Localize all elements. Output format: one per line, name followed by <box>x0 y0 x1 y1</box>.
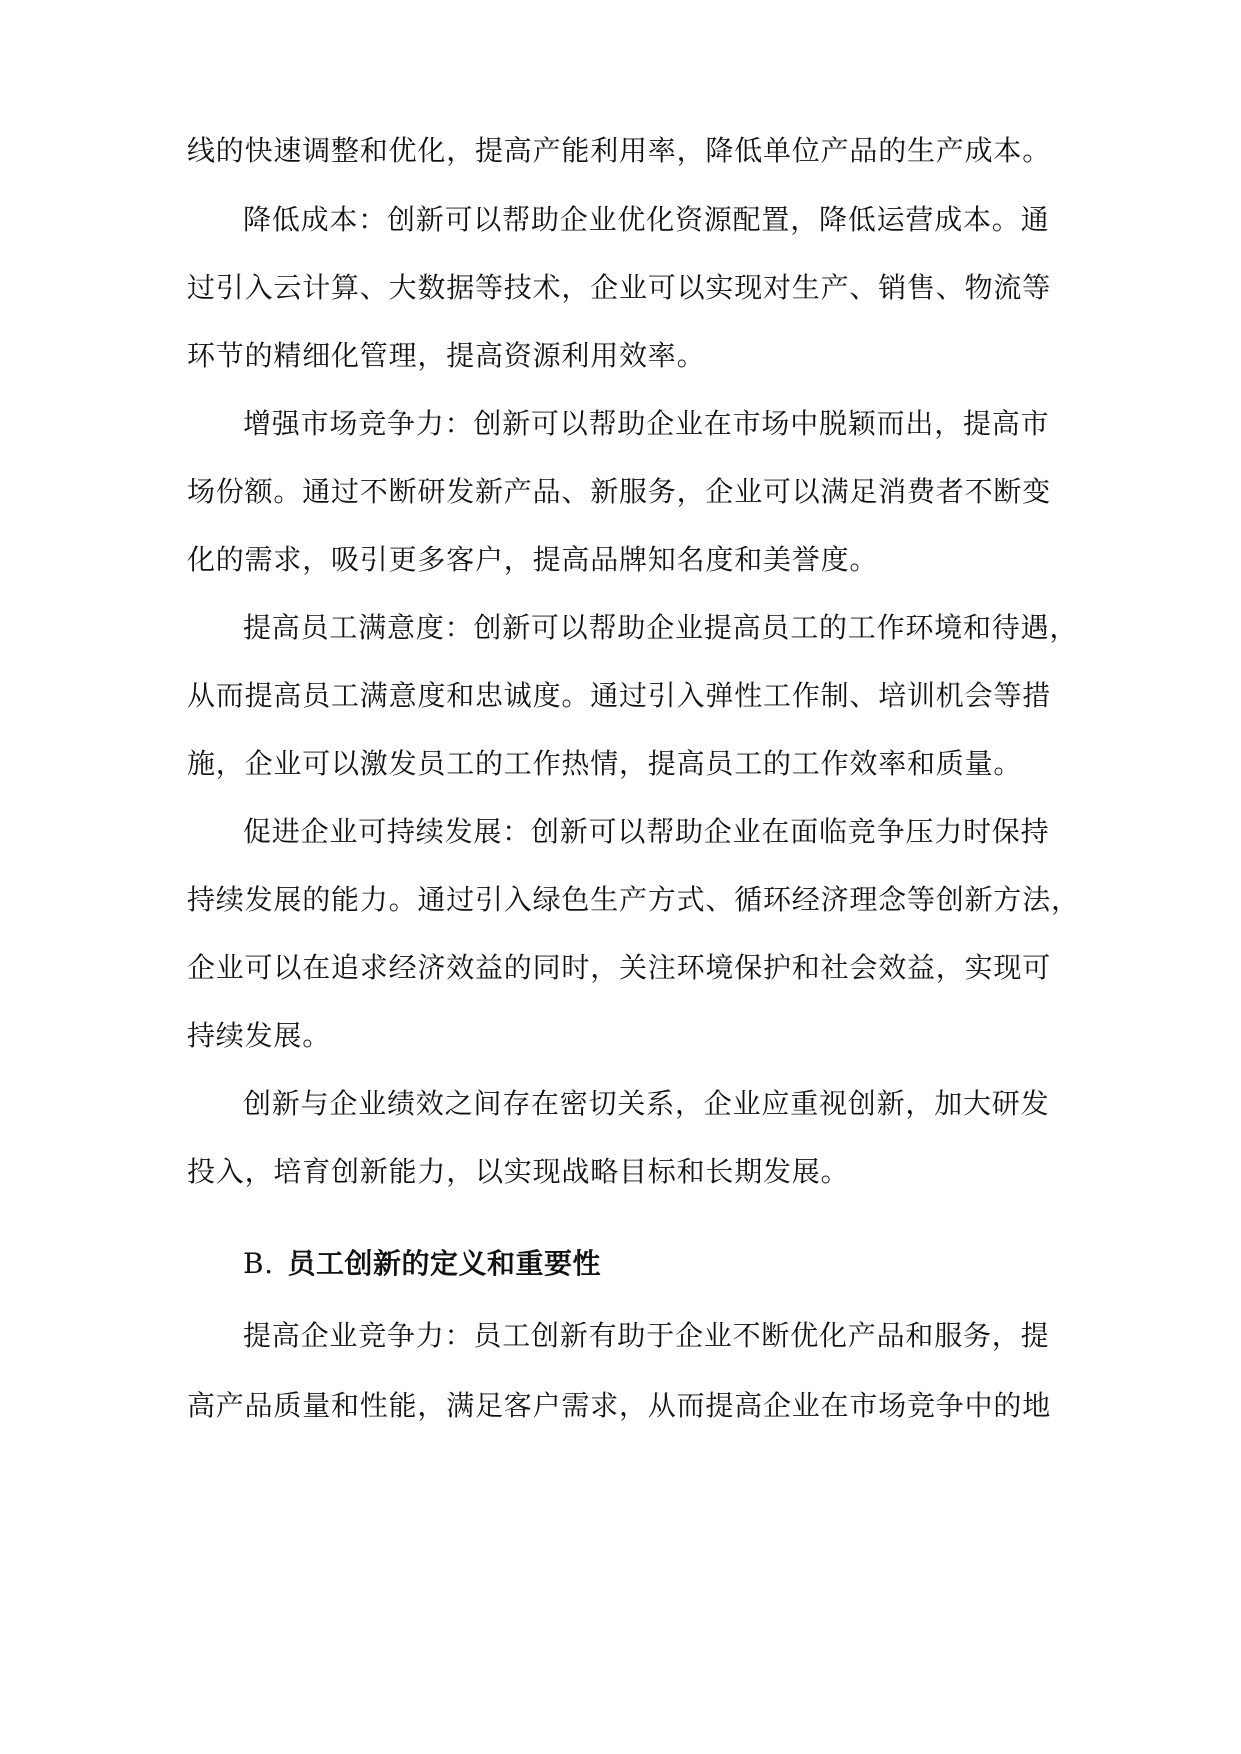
paragraph-line: 增强市场竞争力：创新可以帮助企业在市场中脱颖而出，提高市 <box>243 407 1050 440</box>
paragraph-line: 降低成本：创新可以帮助企业优化资源配置，降低运营成本。通 <box>243 203 1050 236</box>
paragraph-line: 化的需求，吸引更多客户，提高品牌知名度和美誉度。 <box>187 543 879 576</box>
paragraph-line: 过引入云计算、大数据等技术，企业可以实现对生产、销售、物流等 <box>187 271 1052 304</box>
section-marker: B. <box>243 1247 274 1280</box>
paragraph-line: 持续发展。 <box>187 1019 332 1052</box>
paragraph-line: 高产品质量和性能，满足客户需求，从而提高企业在市场竞争中的地 <box>187 1389 1052 1422</box>
paragraph-line: 持续发展的能力。通过引入绿色生产方式、循环经济理念等创新方法， <box>187 883 1080 916</box>
paragraph-line: 环节的精细化管理，提高资源利用效率。 <box>187 339 706 372</box>
paragraph-line: 提高员工满意度：创新可以帮助企业提高员工的工作环境和待遇， <box>243 611 1079 644</box>
paragraph-line: 促进企业可持续发展：创新可以帮助企业在面临竞争压力时保持 <box>243 815 1050 848</box>
paragraph-line: 提高企业竞争力：员工创新有助于企业不断优化产品和服务，提 <box>243 1319 1050 1352</box>
paragraph-line: 线的快速调整和优化，提高产能利用率，降低单位产品的生产成本。 <box>187 134 1052 167</box>
paragraph-line: 从而提高员工满意度和忠诚度。通过引入弹性工作制、培训机会等措 <box>187 679 1052 712</box>
paragraph-line: 企业可以在追求经济效益的同时，关注环境保护和社会效益，实现可 <box>187 951 1052 984</box>
paragraph-line: 投入，培育创新能力，以实现战略目标和长期发展。 <box>187 1155 850 1188</box>
paragraph-line: 施，企业可以激发员工的工作热情，提高员工的工作效率和质量。 <box>187 747 1023 780</box>
paragraph-line: 创新与企业绩效之间存在密切关系，企业应重视创新，加大研发 <box>243 1087 1050 1120</box>
section-heading <box>243 1244 601 1284</box>
paragraph-line: 场份额。通过不断研发新产品、新服务，企业可以满足消费者不断变 <box>187 475 1052 508</box>
section-title: 员工创新的定义和重要性 <box>287 1247 601 1280</box>
